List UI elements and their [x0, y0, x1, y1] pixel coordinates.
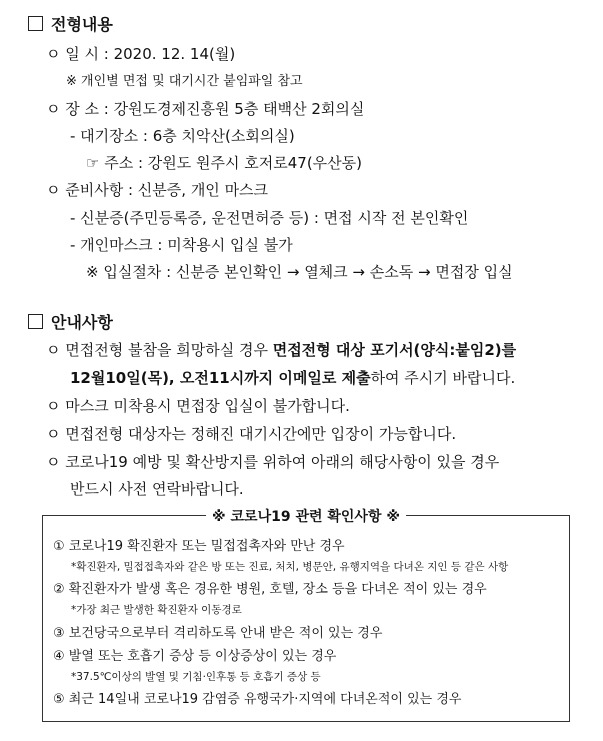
check-item-5: ⑤ 최근 14일내 코로나19 감염증 유행국가·지역에 다녀온적이 있는 경우 [53, 692, 462, 707]
notice-item-4b: 반드시 사전 연락바랍니다. [70, 480, 244, 498]
section-1-heading [28, 16, 113, 33]
notice-item-1b-bold: 12월10일(목), 오전11시까지 이메일로 제출 [70, 369, 371, 387]
check-item-1: ① 코로나19 확진환자 또는 밀접접촉자와 만난 경우 [53, 539, 345, 554]
place-line: ㅇ 장 소 : 강원도경제진흥원 5층 태백산 2회의실 [46, 100, 365, 118]
mask-line: - 개인마스크 : 미착용시 입실 불가 [70, 236, 293, 254]
covid-check-box [42, 509, 570, 722]
id-card-line: - 신분증(주민등록증, 운전면허증 등) : 면접 시작 전 본인확인 [70, 209, 469, 227]
covid-check-title: ※ 코로나19 관련 확인사항 ※ [206, 506, 406, 526]
date-note: ※ 개인별 면접 및 대기시간 붙임파일 참고 [66, 74, 303, 89]
notice-item-2: ㅇ 마스크 미착용시 면접장 입실이 불가합니다. [46, 397, 350, 415]
notice-item-1a-text: ㅇ 면접전형 불참을 희망하실 경우 [46, 341, 273, 359]
check-item-2-note: *가장 최근 발생한 확진환자 이동경로 [71, 604, 242, 616]
check-item-4-note: *37.5℃이상의 발열 및 기침·인후통 등 호흡기 증상 등 [71, 671, 321, 683]
notice-item-1b [70, 371, 515, 386]
checkbox-square-icon [28, 16, 43, 31]
section-1-heading-text: 전형내용 [51, 15, 113, 34]
address-line: ☞ 주소 : 강원도 원주시 호저로47(우산동) [86, 154, 362, 172]
notice-item-3: ㅇ 면접전형 대상자는 정해진 대기시간에만 입장이 가능합니다. [46, 425, 457, 443]
section-2-heading-text: 안내사항 [51, 313, 113, 332]
check-item-2: ② 확진환자가 발생 혹은 경유한 병원, 호텔, 장소 등을 다녀온 적이 있는 경우 [53, 582, 487, 597]
notice-item-1b-text: 하여 주시기 바랍니다. [370, 369, 516, 387]
notice-item-1a [46, 343, 516, 358]
section-2-heading [28, 314, 113, 331]
entry-procedure-line: ※ 입실절차 : 신분증 본인확인 → 열체크 → 손소독 → 면접장 입실 [86, 263, 513, 281]
check-item-3: ③ 보건당국으로부터 격리하도록 안내 받은 적이 있는 경우 [53, 626, 383, 641]
notice-item-1a-bold: 면접전형 대상 포기서(양식:붙임2)를 [272, 341, 517, 359]
date-line: ㅇ 일 시 : 2020. 12. 14(월) [46, 45, 236, 63]
preparation-line: ㅇ 준비사항 : 신분증, 개인 마스크 [46, 181, 269, 199]
notice-item-4a: ㅇ 코로나19 예방 및 확산방지를 위하여 아래의 해당사항이 있을 경우 [46, 453, 500, 471]
check-item-1-note: *확진환자, 밀접접촉자와 같은 방 또는 진료, 처치, 병문안, 유행지역을 다녀온 지인 등 같은 사항 [71, 561, 509, 573]
waiting-place-line: - 대기장소 : 6층 치악산(소회의실) [70, 127, 295, 145]
check-item-4: ④ 발열 또는 호흡기 증상 등 이상증상이 있는 경우 [53, 649, 337, 664]
checkbox-square-icon [28, 314, 43, 329]
